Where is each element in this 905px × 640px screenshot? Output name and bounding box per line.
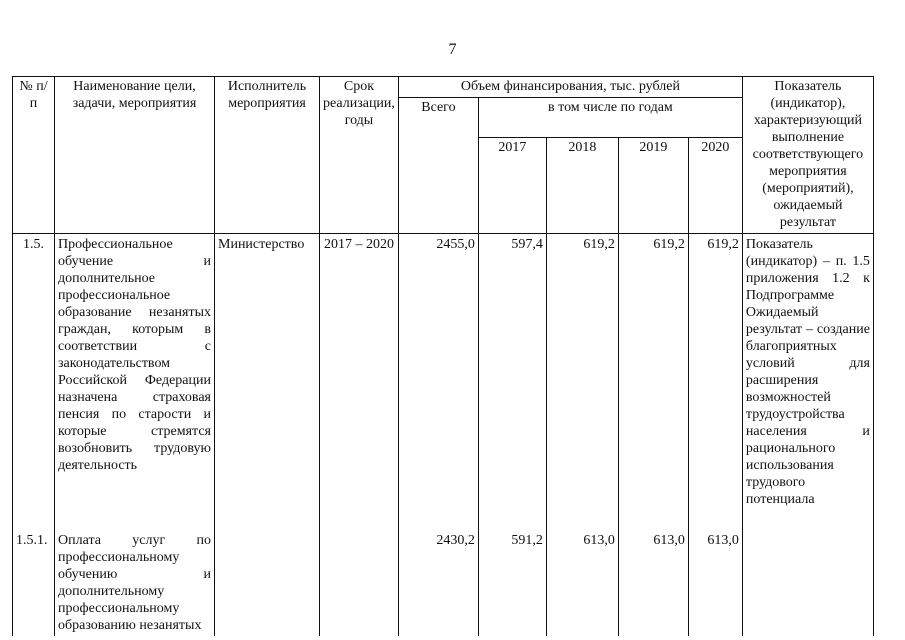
row-2017: 597,4: [478, 234, 546, 511]
row-total: 2430,2: [398, 510, 478, 636]
row-2018: 619,2: [546, 234, 618, 511]
page-number: 7: [448, 41, 457, 58]
row-2019: 619,2: [618, 234, 688, 511]
row-name: Оплата услуг по профессиональному обучению и дополнительному профессиональному образованию незанятых: [55, 510, 215, 636]
row-2017: 591,2: [478, 510, 546, 636]
row-name: Профессиональное обучение и дополнительное профессиональное образование незанятых граждан, которым в соответствии с законодательством Российской Федерации назначена страховая пенсия по старости и которые стремятся возобновить трудовую деятельность: [55, 234, 215, 511]
header-term: Срок реализации, годы: [320, 77, 399, 234]
row-indicator: Показатель (индикатор) – п. 1.5 приложения 1.2 к Подпрограмме Ожидаемый результат – создание благоприятных условий для расширения возможностей трудоустройства населения и рационального использования трудового потенциала: [742, 234, 873, 511]
header-row-1: [13, 77, 874, 98]
header-number: № п/п: [13, 77, 55, 234]
header-name: Наименование цели, задачи, мероприятия: [55, 77, 215, 234]
table-row: [13, 510, 874, 636]
row-2020: 613,0: [688, 510, 742, 636]
header-year-2018: 2018: [546, 138, 618, 234]
header-indicator: Показатель (индикатор), характеризующий выполнение соответствующего мероприятия (мероприятий), ожидаемый результат: [742, 77, 873, 234]
row-2018: 613,0: [546, 510, 618, 636]
row-term: [320, 510, 399, 636]
row-2019: 613,0: [618, 510, 688, 636]
header-executor: Исполнитель мероприятия: [215, 77, 320, 234]
row-indicator: [742, 510, 873, 636]
row-number: 1.5.: [13, 234, 55, 511]
row-term: 2017 – 2020: [320, 234, 399, 511]
header-total: Всего: [398, 98, 478, 234]
header-year-2020: 2020: [688, 138, 742, 234]
header-year-2019: 2019: [618, 138, 688, 234]
header-year-2017: 2017: [478, 138, 546, 234]
row-total: 2455,0: [398, 234, 478, 511]
row-2020: 619,2: [688, 234, 742, 511]
row-executor: [215, 510, 320, 636]
row-executor: Министерство: [215, 234, 320, 511]
header-funding: Объем финансирования, тыс. рублей: [398, 77, 742, 98]
program-table: [12, 76, 874, 636]
table-row: [13, 234, 874, 511]
header-by-years: в том числе по годам: [478, 98, 742, 138]
row-number: 1.5.1.: [13, 510, 55, 636]
